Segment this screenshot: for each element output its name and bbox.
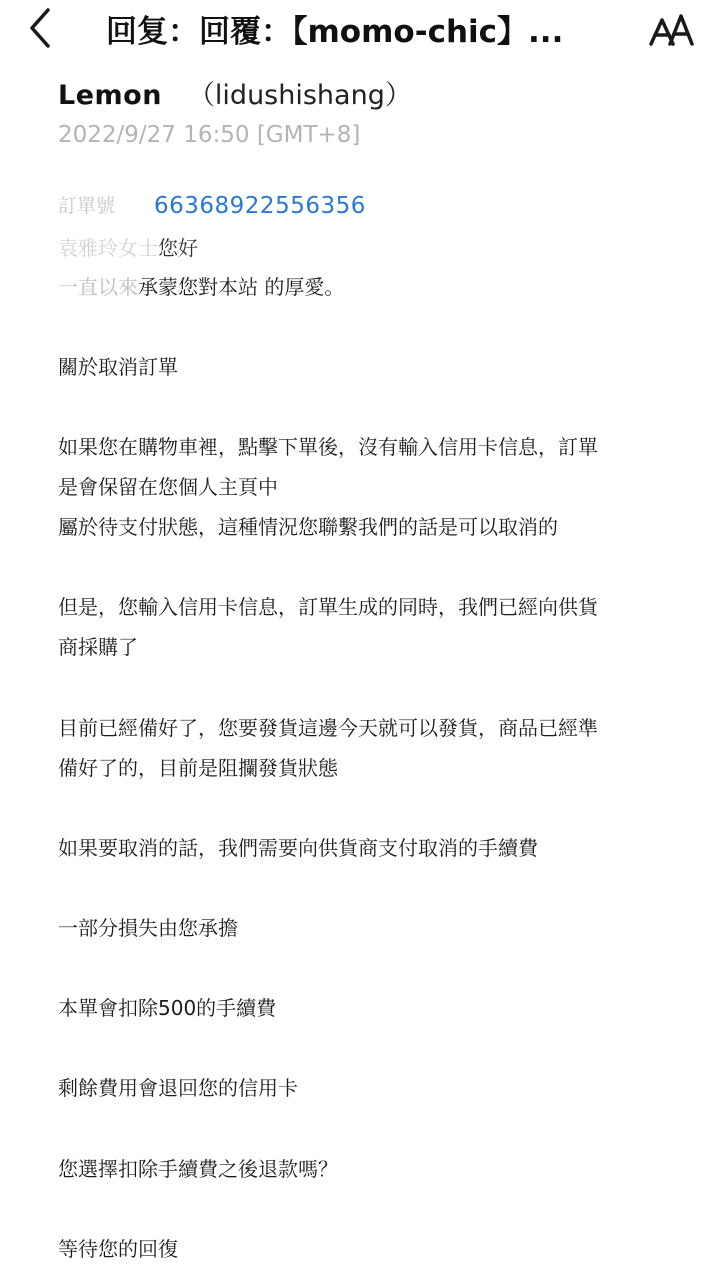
greeting-text: 您好: [158, 236, 198, 260]
body-line: 備好了的，目前是阻攔發貨狀態: [58, 756, 338, 780]
order-number-link[interactable]: 66368922556356: [154, 193, 366, 219]
font-size-button[interactable]: [646, 10, 698, 50]
body-line: 是會保留在您個人主頁中: [58, 475, 278, 499]
sender-account: （lidushishang）: [187, 80, 412, 111]
intro-faded-text: 一直以來: [58, 275, 138, 299]
body-line: 商採購了: [58, 635, 138, 659]
body-line: 關於取消訂單: [58, 355, 178, 379]
text-size-icon: [646, 35, 698, 54]
body-line: 如果您在購物車裡，點擊下單後，沒有輸入信用卡信息，訂單: [58, 435, 598, 459]
order-number-label: 訂單號: [58, 195, 116, 217]
page-title: 回复：回覆：【momo-chic】...: [106, 14, 564, 50]
back-button[interactable]: [22, 6, 62, 50]
body-line: 如果要取消的話，我們需要向供貨商支付取消的手續費: [58, 836, 538, 860]
body-line: 剩餘費用會退回您的信用卡: [58, 1076, 298, 1100]
body-line: 一部分損失由您承擔: [58, 916, 238, 940]
sender-name: Lemon: [58, 80, 162, 111]
body-line: 等待您的回復: [58, 1237, 178, 1261]
sender-line: [58, 78, 412, 114]
top-bar: [0, 0, 726, 62]
order-row: [58, 190, 366, 222]
chevron-left-icon: [22, 6, 62, 50]
body-line: 您選擇扣除手續費之後退款嗎？: [58, 1157, 338, 1181]
intro-text: 承蒙您對本站 的厚愛。: [138, 275, 345, 299]
greeting-name: 袁雅玲女士: [58, 236, 158, 260]
body-line: 但是，您輸入信用卡信息，訂單生成的同時，我們已經向供貨: [58, 595, 598, 619]
sent-date: 2022/9/27 16:50 [GMT+8]: [58, 122, 361, 148]
body-line: 屬於待支付狀態，這種情況您聯繫我們的話是可以取消的: [58, 515, 558, 539]
body-line: 本單會扣除500的手續費: [58, 996, 277, 1020]
greeting-line: [58, 233, 198, 263]
body-line: 目前已經備好了，您要發貨這邊今天就可以發貨，商品已經準: [58, 716, 598, 740]
intro-line: [58, 272, 344, 302]
